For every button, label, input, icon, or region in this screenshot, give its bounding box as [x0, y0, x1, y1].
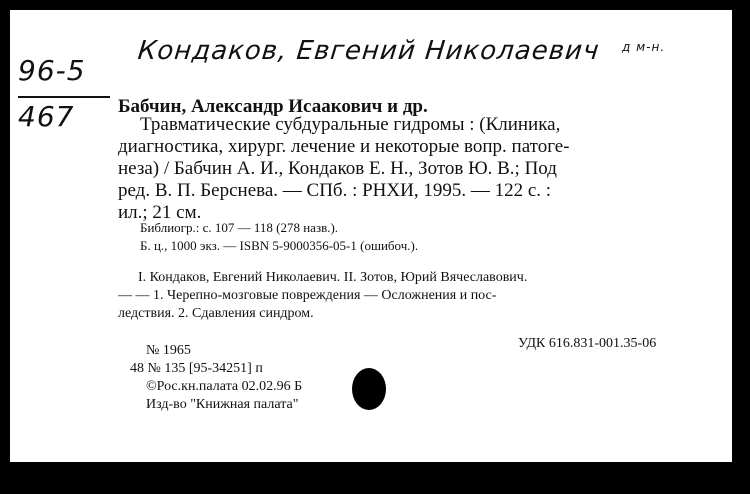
- title-line: Травматические субдуральные гидромы : (Клиника,: [140, 114, 561, 135]
- record-line: № 1965: [146, 343, 191, 358]
- shelfmark-bottom: 467: [18, 100, 75, 133]
- tracing-line: I. Кондаков, Евгений Николаевич. II. Зотов, Юрий Вячеславович.: [138, 270, 528, 285]
- udk-code: УДК 616.831-001.35-06: [518, 336, 657, 351]
- catalog-card: [10, 10, 732, 462]
- shelfmark-top: 96-5: [18, 54, 86, 87]
- entry-heading: Бабчин, Александр Исаакович и др.: [118, 96, 428, 117]
- tracing-line: — — 1. Черепно-мозговые повреждения — Осложнения и пос-: [118, 288, 497, 303]
- card-punch-hole: [330, 462, 384, 494]
- price-isbn-note: Б. ц., 1000 экз. — ISBN 5-9000356-05-1 (ошибоч.).: [140, 238, 419, 253]
- title-line: диагностика, хирург. лечение и некоторые вопр. патоге-: [118, 136, 570, 157]
- ink-blot: [352, 368, 386, 410]
- title-line: ил.; 21 см.: [118, 202, 202, 223]
- record-line: 48 № 135 [95-34251] п: [130, 361, 263, 376]
- shelfmark-divider: [18, 96, 110, 98]
- record-line: ©Рос.кн.палата 02.02.96 Б: [146, 379, 303, 394]
- tracing-line: ледствия. 2. Сдавления синдром.: [118, 306, 314, 321]
- title-line: неза) / Бабчин А. И., Кондаков Е. Н., Зотов Ю. В.; Под: [118, 158, 557, 179]
- bibliography-note: Библиогр.: с. 107 — 118 (278 назв.).: [140, 220, 339, 235]
- handwritten-degree-mark: д м-н.: [622, 40, 666, 54]
- record-line: Изд-во "Книжная палата": [146, 397, 299, 412]
- title-line: ред. В. П. Берснева. — СПб. : РНХИ, 1995. — 122 с. :: [118, 180, 552, 201]
- handwritten-author-name: Кондаков, Евгений Николаевич: [136, 36, 601, 66]
